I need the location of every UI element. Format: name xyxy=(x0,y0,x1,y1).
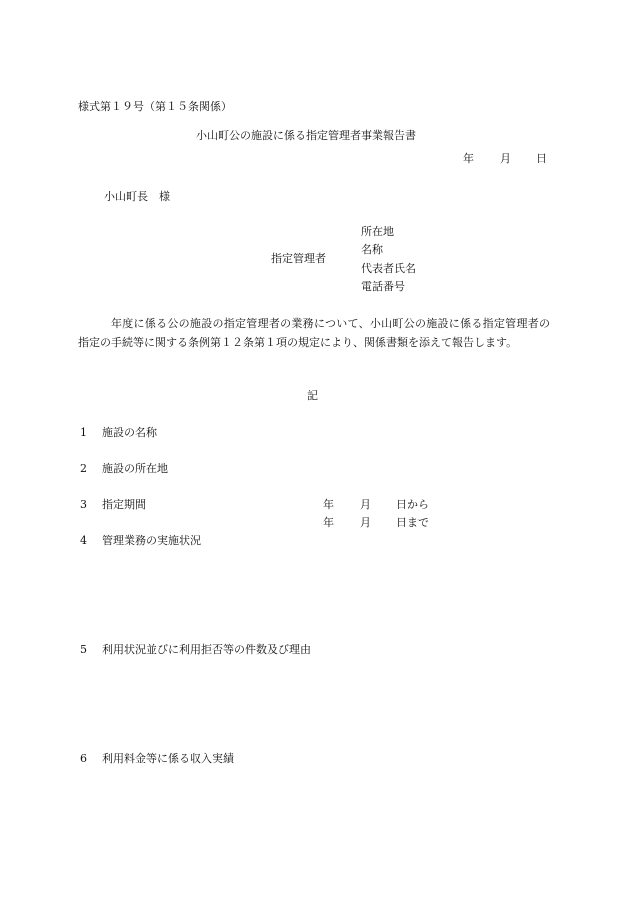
item-number: 4 xyxy=(80,534,87,547)
item-label: 利用料金等に係る収入実績 xyxy=(102,752,234,765)
item-label: 利用状況並びに利用拒否等の件数及び理由 xyxy=(102,643,311,656)
date-day: 日 xyxy=(536,152,547,165)
item-label: 指定期間 xyxy=(102,498,146,511)
item-number: 3 xyxy=(80,498,87,511)
item-number: 2 xyxy=(80,462,87,475)
item-label: 施設の名称 xyxy=(102,426,157,439)
item-3 xyxy=(80,498,146,512)
date-month: 月 xyxy=(500,152,511,165)
item-label: 管理業務の実施状況 xyxy=(102,534,201,547)
manager-field-name: 名称 xyxy=(361,243,383,256)
item-2 xyxy=(80,462,168,476)
item-number: 5 xyxy=(80,643,87,656)
item-4 xyxy=(80,534,201,548)
item-number: 1 xyxy=(80,426,87,439)
period-from-month: 月 xyxy=(360,498,371,511)
period-to-month: 月 xyxy=(360,516,371,529)
manager-field-phone: 電話番号 xyxy=(361,280,405,293)
item-1 xyxy=(80,426,157,440)
period-from-year: 年 xyxy=(323,498,334,511)
manager-label: 指定管理者 xyxy=(271,252,326,265)
body-paragraph: 年度に係る公の施設の指定管理者の業務について、小山町公の施設に係る指定管理者の指定の手続等に関する条例第１２条第１項の規定により、関係書類を添えて報告します。 xyxy=(78,317,550,349)
document-title: 小山町公の施設に係る指定管理者事業報告書 xyxy=(196,129,416,142)
manager-field-representative: 代表者氏名 xyxy=(361,262,416,275)
date-year: 年 xyxy=(463,152,474,165)
period-to-year: 年 xyxy=(323,516,334,529)
item-label: 施設の所在地 xyxy=(102,462,168,475)
period-from-day: 日から xyxy=(396,498,429,511)
addressee: 小山町長 様 xyxy=(104,190,170,203)
item-5 xyxy=(80,643,311,657)
item-6 xyxy=(80,752,234,766)
ki-heading: 記 xyxy=(307,389,318,402)
item-number: 6 xyxy=(80,752,87,765)
period-to-day: 日まで xyxy=(396,516,429,529)
manager-field-address: 所在地 xyxy=(361,225,394,238)
form-number: 様式第１９号（第１５条関係） xyxy=(78,100,232,113)
